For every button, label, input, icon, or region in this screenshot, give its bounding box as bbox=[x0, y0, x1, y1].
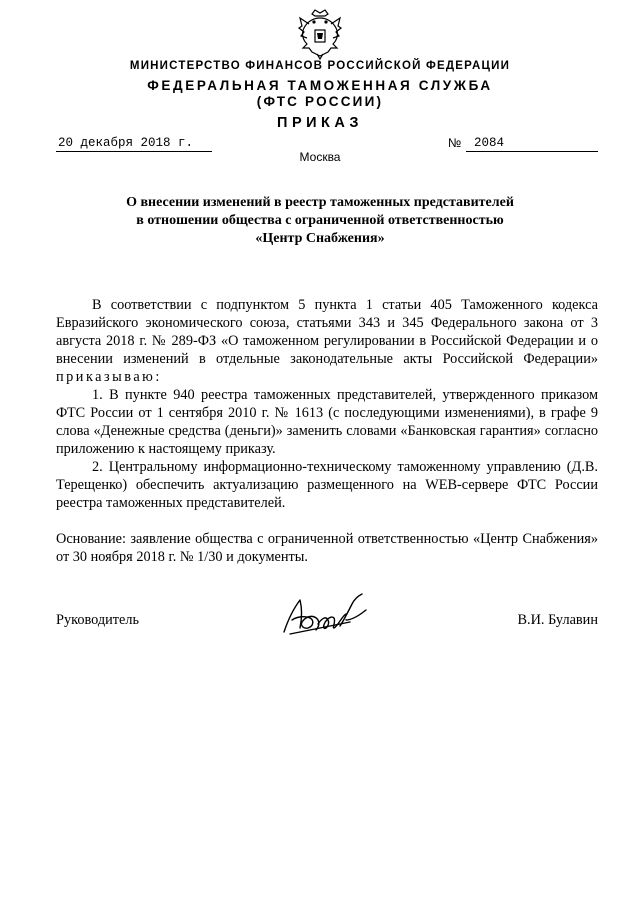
order-date: 20 декабря 2018 г. bbox=[56, 135, 212, 152]
order-number: 2084 bbox=[466, 135, 598, 152]
city: Москва bbox=[299, 150, 341, 164]
service-name: ФЕДЕРАЛЬНАЯ ТАМОЖЕННАЯ СЛУЖБА bbox=[147, 78, 493, 93]
order-body bbox=[56, 296, 598, 566]
signatory-name: В.И. Булавин bbox=[517, 612, 598, 628]
command-word: приказываю: bbox=[56, 369, 162, 385]
title-line-3: «Центр Снабжения» bbox=[255, 231, 385, 246]
handwritten-signature-icon bbox=[280, 590, 372, 640]
title-line-1: О внесении изменений в реестр таможенных представителей bbox=[126, 195, 514, 210]
preamble-text: В соответствии с подпунктом 5 пункта 1 статьи 405 Таможенного кодекса Евразийского экономического союза, статьями 343 и 345 Федерального закона от 3 августа 2018 г. № 289-ФЗ «О таможенном регулировании в Российской Федерации и о внесении изменений в отдельные законодательные акты Российской Федерации» bbox=[56, 297, 598, 367]
service-abbreviation: (ФТС РОССИИ) bbox=[256, 94, 384, 109]
basis-paragraph: Основание: заявление общества с ограниченной ответственностью «Центр Снабжения» от 30 ноября 2018 г. № 1/30 и документы. bbox=[56, 531, 598, 565]
document-type: ПРИКАЗ bbox=[277, 115, 363, 131]
order-title bbox=[40, 194, 600, 248]
item-2-paragraph: 2. Центральному информационно-техническому таможенному управлению (Д.В. Терещенко) обеспечить актуализацию размещенного на WEB-сервере ФТС России реестра таможенных представителей. bbox=[56, 459, 598, 511]
number-sign: № bbox=[448, 136, 462, 150]
signatory-role: Руководитель bbox=[56, 612, 140, 628]
item-1-paragraph: 1. В пункте 940 реестра таможенных представителей, утвержденного приказом ФТС России от 1 сентября 2010 г. № 1613 (с последующими изменениями), в графе 9 слова «Денежные средства (деньги)» заменить словами «Банковская гарантия» согласно приложению к настоящему приказу. bbox=[56, 387, 598, 457]
title-line-2: в отношении общества с ограниченной ответственностью bbox=[136, 213, 504, 228]
ministry-name: МИНИСТЕРСТВО ФИНАНСОВ РОССИЙСКОЙ ФЕДЕРАЦИИ bbox=[129, 60, 511, 72]
coat-of-arms-emblem-icon bbox=[297, 8, 343, 60]
preamble-paragraph bbox=[56, 296, 598, 386]
